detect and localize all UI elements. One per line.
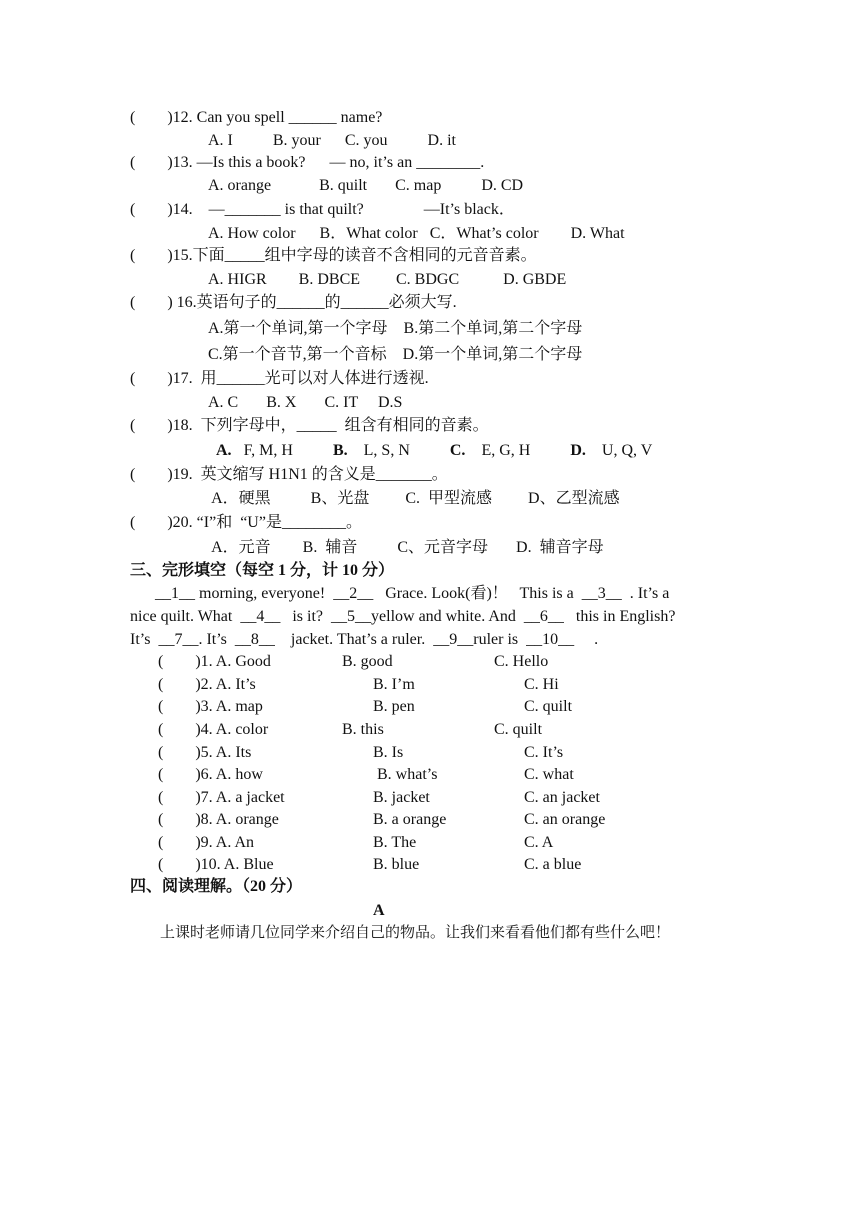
- cloze-option-7-b: B. jacket: [373, 789, 430, 806]
- cloze-option-8-c: C. an orange: [524, 811, 606, 828]
- question-19-options: A．硬黑 B、光盘 C. 甲型流感 D、乙型流感: [208, 490, 620, 507]
- cloze-option-1-c: C. Hello: [494, 653, 549, 670]
- question-17: ( )17. 用______光可以对人体进行透视.: [130, 370, 429, 387]
- cloze-option-3-c: C. quilt: [524, 698, 573, 715]
- cloze-option-2-c: C. Hi: [524, 676, 559, 693]
- cloze-option-4-b: B. this: [342, 721, 384, 738]
- option-label: D.: [570, 442, 586, 459]
- question-13-options: A. orange B. quilt C. map D. CD: [208, 177, 524, 194]
- question-15-options: A. HIGR B. DBCE C. BDGC D. GBDE: [208, 271, 567, 288]
- reading-part-a-heading: A: [373, 902, 385, 919]
- cloze-text: . It’s a: [621, 585, 670, 602]
- reading-section-title: 四、阅读理解。（20 分）: [130, 878, 303, 895]
- cloze-passage-line-2: [130, 607, 675, 627]
- cloze-section-title: 三、完形填空（每空 1 分，计 10 分）: [130, 562, 395, 579]
- blank-7: __7__: [158, 631, 199, 648]
- question-16-options-cd: C.第一个音节,第一个音标 D.第一个单词,第二个字母: [208, 346, 583, 363]
- cloze-option-6-c: C. what: [524, 766, 574, 783]
- blank-3: __3__: [581, 585, 622, 602]
- cloze-option-3: ( )3. A. map: [158, 698, 263, 715]
- cloze-option-3-b: B. pen: [373, 698, 415, 715]
- cloze-option-6-b: B. what’s: [373, 766, 438, 783]
- cloze-option-9: ( )9. A. An: [158, 834, 254, 851]
- cloze-text: Grace. Look(看)！ This is a: [373, 585, 582, 602]
- blank-1: __1__: [155, 585, 195, 602]
- cloze-option-1: ( )1. A. Good: [158, 653, 271, 670]
- cloze-passage-line-3: [130, 630, 598, 650]
- cloze-option-10: ( )10. A. Blue: [158, 856, 274, 873]
- question-12: ( )12. Can you spell ______ name?: [130, 109, 383, 126]
- cloze-passage-line-1: [155, 584, 669, 604]
- question-18-options: [216, 441, 652, 461]
- cloze-option-5-c: C. It’s: [524, 744, 564, 761]
- question-15: ( )15.下面_____组中字母的读音不含相同的元音音素。: [130, 247, 537, 264]
- cloze-option-10-c: C. a blue: [524, 856, 582, 873]
- cloze-option-2: ( )2. A. It’s: [158, 676, 256, 693]
- cloze-option-7-c: C. an jacket: [524, 789, 600, 806]
- question-14: ( )14. —_______ is that quilt? —It’s black．: [130, 201, 515, 218]
- cloze-option-10-b: B. blue: [373, 856, 420, 873]
- option-text: F, M, H: [231, 442, 333, 459]
- option-text: U, Q, V: [585, 442, 653, 459]
- cloze-option-5: ( )5. A. Its: [158, 744, 252, 761]
- option-label: C.: [449, 442, 466, 459]
- question-12-options: A. I B. your C. you D. it: [208, 132, 456, 149]
- cloze-text: ruler is: [473, 631, 527, 648]
- cloze-text: this in English?: [563, 608, 676, 625]
- cloze-text: is it?: [280, 608, 332, 625]
- cloze-option-7: ( )7. A. a jacket: [158, 789, 285, 806]
- question-18: ( )18. 下列字母中，_____ 组含有相同的音素。: [130, 417, 489, 434]
- blank-8: __8__: [234, 631, 275, 648]
- cloze-option-2-b: B. I’m: [373, 676, 415, 693]
- blank-2: __2__: [333, 585, 374, 602]
- question-16-options-ab: A.第一个单词,第一个字母 B.第二个单词,第二个字母: [208, 320, 583, 337]
- cloze-option-9-b: B. The: [373, 834, 417, 851]
- cloze-option-4: ( )4. A. color: [158, 721, 269, 738]
- cloze-option-9-c: C. A: [524, 834, 554, 851]
- question-16: ( ) 16.英语句子的______的______必须大写.: [130, 294, 457, 311]
- option-text: L, S, N: [347, 442, 450, 459]
- blank-4: __4__: [240, 608, 281, 625]
- blank-6: __6__: [523, 608, 564, 625]
- cloze-text: . It’s: [198, 631, 235, 648]
- cloze-text: nice quilt. What: [130, 608, 241, 625]
- question-13: ( )13. —Is this a book? — no, it’s an ________.: [130, 154, 485, 171]
- question-17-options: A. C B. X C. IT D.S: [208, 394, 403, 411]
- blank-5: __5__: [331, 608, 372, 625]
- cloze-text: yellow and white. And: [371, 608, 524, 625]
- cloze-text: .: [574, 631, 599, 648]
- cloze-option-5-b: B. Is: [373, 744, 404, 761]
- cloze-option-1-b: B. good: [342, 653, 393, 670]
- question-14-options: A. How color B．What color C．What’s color D. What: [208, 225, 625, 242]
- reading-intro: 上课时老师请几位同学来介绍自己的物品。让我们来看看他们都有些什么吧！: [160, 925, 671, 941]
- cloze-option-8-b: B. a orange: [373, 811, 447, 828]
- blank-10: __10__: [526, 631, 575, 648]
- option-label: B.: [332, 442, 348, 459]
- cloze-option-6: ( )6. A. how: [158, 766, 263, 783]
- option-label: A.: [216, 442, 232, 459]
- blank-9: __9__: [433, 631, 474, 648]
- question-20-options: A．元音 B. 辅音 C、元音字母 D. 辅音字母: [208, 539, 604, 556]
- question-19: ( )19. 英文缩写 H1N1 的含义是_______。: [130, 466, 448, 483]
- cloze-text: It’s: [130, 631, 159, 648]
- option-text: E, G, H: [465, 442, 571, 459]
- cloze-text: jacket. That’s a ruler.: [274, 631, 434, 648]
- cloze-option-4-c: C. quilt: [494, 721, 543, 738]
- question-20: ( )20. “I”和 “U”是________。: [130, 514, 362, 531]
- cloze-text: morning, everyone!: [199, 585, 334, 602]
- cloze-option-8: ( )8. A. orange: [158, 811, 279, 828]
